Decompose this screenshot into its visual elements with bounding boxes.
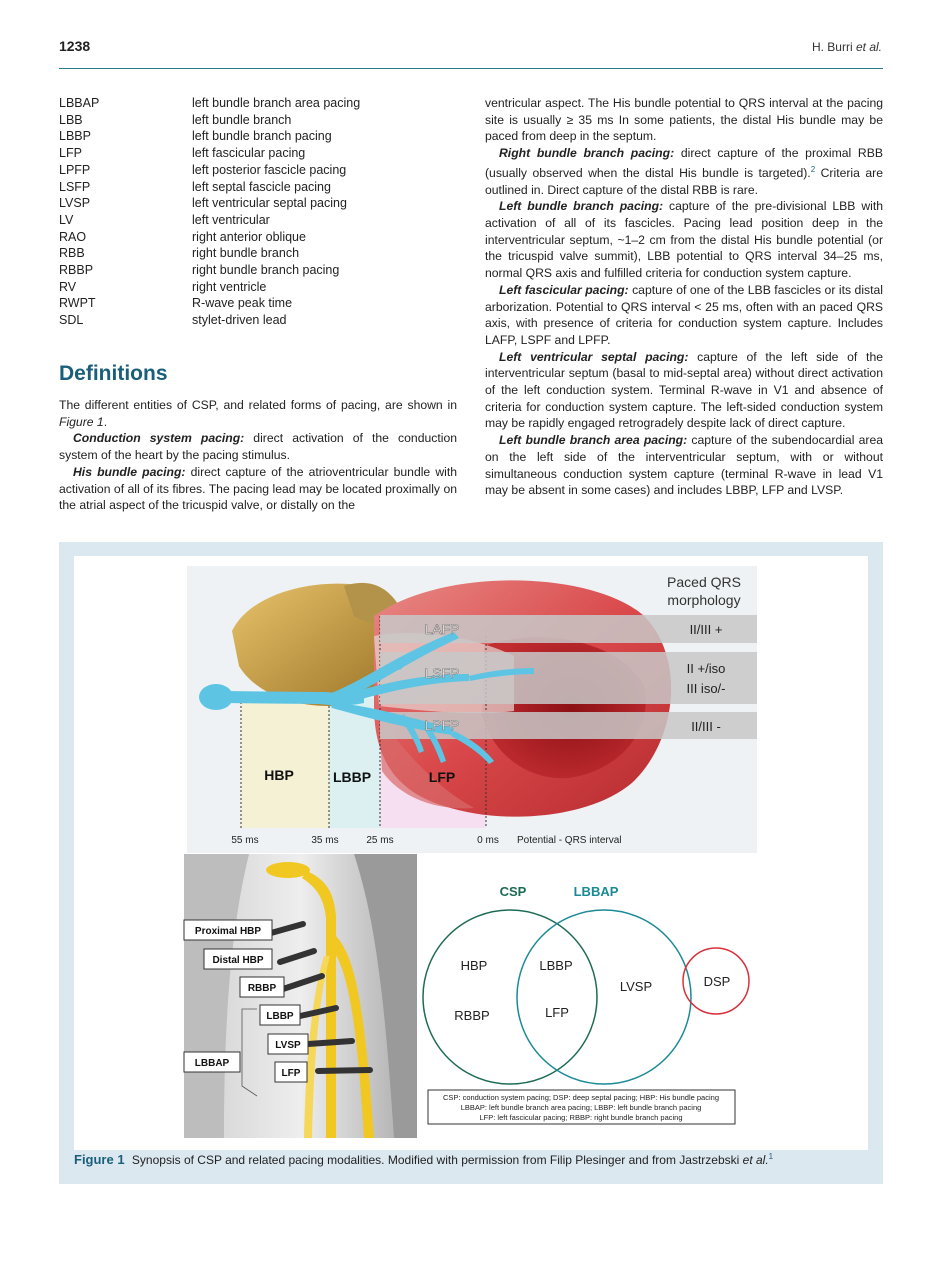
venn-rbbp: RBBP	[454, 1008, 490, 1023]
abbreviation-term: RBB	[59, 246, 85, 261]
abbreviation-row	[59, 145, 459, 162]
rbb-citation[interactable]: 2	[810, 164, 816, 174]
venn-lvsp: LVSP	[619, 979, 653, 994]
abbreviation-row	[59, 229, 459, 246]
abbreviation-definition: right ventricle	[192, 279, 267, 294]
abbreviation-term: LSFP	[59, 179, 91, 194]
lbbap-title: LBBAP	[573, 884, 619, 899]
lvsp-definition	[485, 349, 883, 433]
his-term: His bundle pacing:	[73, 464, 186, 479]
abbreviation-row	[59, 162, 459, 179]
lsfp-label: LSFP	[424, 665, 460, 681]
abbreviation-row	[59, 279, 459, 296]
abbreviation-term: LBBP	[59, 129, 91, 144]
lbbap-circle	[517, 910, 691, 1084]
abbreviation-definition: left ventricular	[192, 212, 270, 227]
csp-title: CSP	[499, 884, 527, 899]
qrs-header-line1: Paced QRS	[667, 574, 741, 590]
abbreviation-row	[59, 312, 459, 329]
rbb-definition	[485, 145, 883, 198]
lead-lfp	[318, 1070, 370, 1071]
abbreviation-row	[59, 95, 459, 112]
abbreviation-row	[59, 179, 459, 196]
lbbp-zone-label: LBBP	[332, 769, 372, 785]
header-rule	[59, 68, 883, 69]
author-suffix: et al.	[855, 40, 882, 54]
tick-0ms: 0 ms	[477, 835, 499, 846]
abbreviation-term: LVSP	[59, 196, 91, 211]
abbreviation-row	[59, 212, 459, 229]
lfp-term: Left fascicular pacing:	[499, 282, 629, 297]
abbreviation-definition: left bundle branch pacing	[192, 129, 332, 144]
abbreviation-definition: left septal fascicle pacing	[192, 179, 331, 194]
lvsp-label: LVSP	[275, 1040, 301, 1051]
venn-legend-line2: LBBAP: left bundle branch area pacing; LBBP: left bundle branch pacing	[460, 1103, 702, 1112]
hbp-zone	[241, 698, 329, 828]
intro-paragraph	[59, 397, 457, 430]
abbreviation-term: RV	[59, 279, 77, 294]
figure-inner	[74, 556, 868, 1150]
lfp-definition	[485, 282, 883, 349]
abbreviation-row	[59, 195, 459, 212]
abbreviation-term: RWPT	[59, 296, 96, 311]
figure-label: Figure 1	[74, 1152, 125, 1167]
figure-caption	[74, 1152, 868, 1167]
figure-1-illustration	[74, 556, 868, 1150]
rbbp-label: RBBP	[247, 983, 277, 994]
venn-legend-line1: CSP: conduction system pacing; DSP: deep septal pacing; HBP: His bundle pacing	[443, 1093, 719, 1102]
lpfp-label: LPFP	[424, 717, 460, 733]
his-continuation: ventricular aspect. The His bundle potential to QRS interval at the pacing site is usually ≥ 35 ms In some patients, the distal His bundle may be paced from deep in the septum.	[485, 96, 883, 144]
qrs-lsfp-morphology-1: II +/iso	[686, 661, 726, 676]
venn-lfp: LFP	[545, 1005, 569, 1020]
abbreviation-definition: left fascicular pacing	[192, 146, 306, 161]
venn-hbp: HBP	[460, 958, 488, 973]
rbb-text-b: Criteria are outlined in. Direct capture of the distal RBB is rare.	[485, 165, 883, 197]
abbreviation-term: LBB	[59, 112, 83, 127]
intro-text: The different entities of CSP, and related forms of pacing, are shown in	[59, 398, 457, 412]
lfp-label: LFP	[281, 1068, 301, 1079]
abbreviation-list	[59, 95, 459, 329]
venn-dsp: DSP	[703, 974, 731, 989]
proximal-hbp-label: Proximal HBP	[194, 926, 262, 937]
abbreviation-definition: left ventricular septal pacing	[192, 196, 347, 211]
abbreviation-definition: R-wave peak time	[192, 296, 293, 311]
abbreviation-definition: stylet-driven lead	[192, 313, 287, 328]
abbreviation-term: LBBAP	[59, 96, 100, 110]
distal-hbp-label: Distal HBP	[212, 955, 264, 966]
abbreviation-definition: left bundle branch area pacing	[192, 96, 361, 110]
lvsp-text: capture of the left side of the interventricular septum (basal to mid-septal area) without direct activation of the left conduction system. Terminal R-wave in V1 and absence of criteria for conduction system capture. The left-sided conduction system may be rapidly engaged retrogradely despite lack of direct capture.	[485, 349, 883, 431]
page-number: 1238	[59, 38, 91, 54]
caption-etal: et al.	[742, 1153, 769, 1167]
csp-definition	[59, 430, 457, 463]
abbreviation-definition: left posterior fascicle pacing	[192, 162, 347, 177]
qrs-lsfp-morphology-2: III iso/-	[686, 681, 726, 696]
author-name: H. Burri	[811, 40, 853, 54]
lbbap-term: Left bundle branch area pacing:	[499, 433, 688, 448]
venn-legend-line3: LFP: left fascicular pacing; RBBP: right bundle branch pacing	[479, 1113, 683, 1122]
lbb-text: capture of the pre-divisional LBB with activation of all of its fascicles. Pacing lead position deep in the interventricular septum, ~1–2 cm from the distal His bundle potential (or the tricuspid valve summit), LBB potential to QRS interval 34–25 ms, normal QRS axis and fulfilled criteria for conduction system capture.	[485, 199, 883, 281]
tick-55ms: 55 ms	[231, 835, 259, 846]
abbreviation-term: LV	[59, 212, 74, 227]
lbbap-text: capture of the subendocardial area on the left side of the interventricular septum, with or without simultaneous conduction system capture (terminal R-wave in lead V1 may be absent in some cases) and includes LBBP, LFP and LVSP.	[485, 433, 883, 498]
running-author	[812, 40, 882, 54]
lbbap-definition	[485, 432, 883, 499]
venn-lbbp: LBBP	[539, 958, 573, 973]
section-heading: Definitions	[59, 362, 168, 385]
abbreviation-term: SDL	[59, 313, 84, 328]
csp-term: Conduction system pacing:	[73, 431, 245, 446]
tick-25ms: 25 ms	[366, 835, 394, 846]
abbreviation-definition: right bundle branch pacing	[192, 263, 340, 278]
lfp-text: capture of one of the LBB fascicles or its distal arborization. Potential to QRS interval < 25 ms, often with an paced QRS axis, with presence of criteria for conduction system capture. Includes LAFP, LSPF and LPFP.	[485, 282, 883, 347]
figure-ref-link[interactable]: Figure 1	[59, 414, 104, 429]
left-column-text	[59, 397, 457, 514]
lbb-term: Left bundle branch pacing:	[499, 199, 664, 214]
abbreviation-row	[59, 262, 459, 279]
lead-lvsp	[308, 1041, 352, 1044]
sa-node	[266, 862, 310, 878]
abbreviation-term: RAO	[59, 229, 87, 244]
interval-axis-label: Potential - QRS interval	[517, 835, 622, 846]
abbreviation-term: LPFP	[59, 162, 91, 177]
abbreviation-row	[59, 112, 459, 129]
qrs-header-line2: morphology	[667, 592, 741, 608]
abbreviation-term: LFP	[59, 146, 82, 161]
lvsp-term: Left ventricular septal pacing:	[499, 349, 689, 364]
lbbap-label: LBBAP	[194, 1058, 230, 1069]
caption-text: Synopsis of CSP and related pacing modalities. Modified with permission from Filip Plesinger and from Jastrzebski	[131, 1153, 743, 1167]
tick-35ms: 35 ms	[311, 835, 339, 846]
abbreviation-definition: left bundle branch	[192, 112, 292, 127]
abbreviation-row	[59, 245, 459, 262]
lbbp-label: LBBP	[266, 1011, 294, 1022]
his-definition	[59, 464, 457, 514]
right-column-text	[485, 95, 883, 499]
abbreviation-definition: right bundle branch	[192, 246, 300, 261]
his-text: direct capture of the atrioventricular bundle with activation of all of its fibres. The pacing lead may be located proximally on the atrial aspect of the tricuspid valve, or distally on the	[59, 464, 457, 513]
abbreviation-row	[59, 128, 459, 145]
hbp-zone-label: HBP	[264, 767, 294, 783]
csp-text: direct activation of the conduction system of the heart by the pacing stimulus.	[59, 431, 457, 463]
abbreviation-term: RBBP	[59, 263, 94, 278]
rbb-term: Right bundle branch pacing:	[499, 146, 675, 161]
abbreviation-definition: right anterior oblique	[192, 229, 306, 244]
intro-end: .	[103, 414, 108, 429]
qrs-lpfp-morphology: II/III -	[691, 719, 721, 734]
qrs-lafp-morphology: II/III +	[689, 622, 723, 637]
lbb-definition	[485, 198, 883, 282]
lafp-label: LAFP	[424, 621, 460, 637]
lfp-zone-label: LFP	[428, 769, 456, 785]
caption-citation[interactable]: 1	[768, 1152, 774, 1161]
csp-circle	[423, 910, 597, 1084]
rbb-text-a: direct capture of the proximal RBB (usually observed when the distal His bundle is targeted).	[485, 146, 883, 180]
abbreviation-row	[59, 295, 459, 312]
